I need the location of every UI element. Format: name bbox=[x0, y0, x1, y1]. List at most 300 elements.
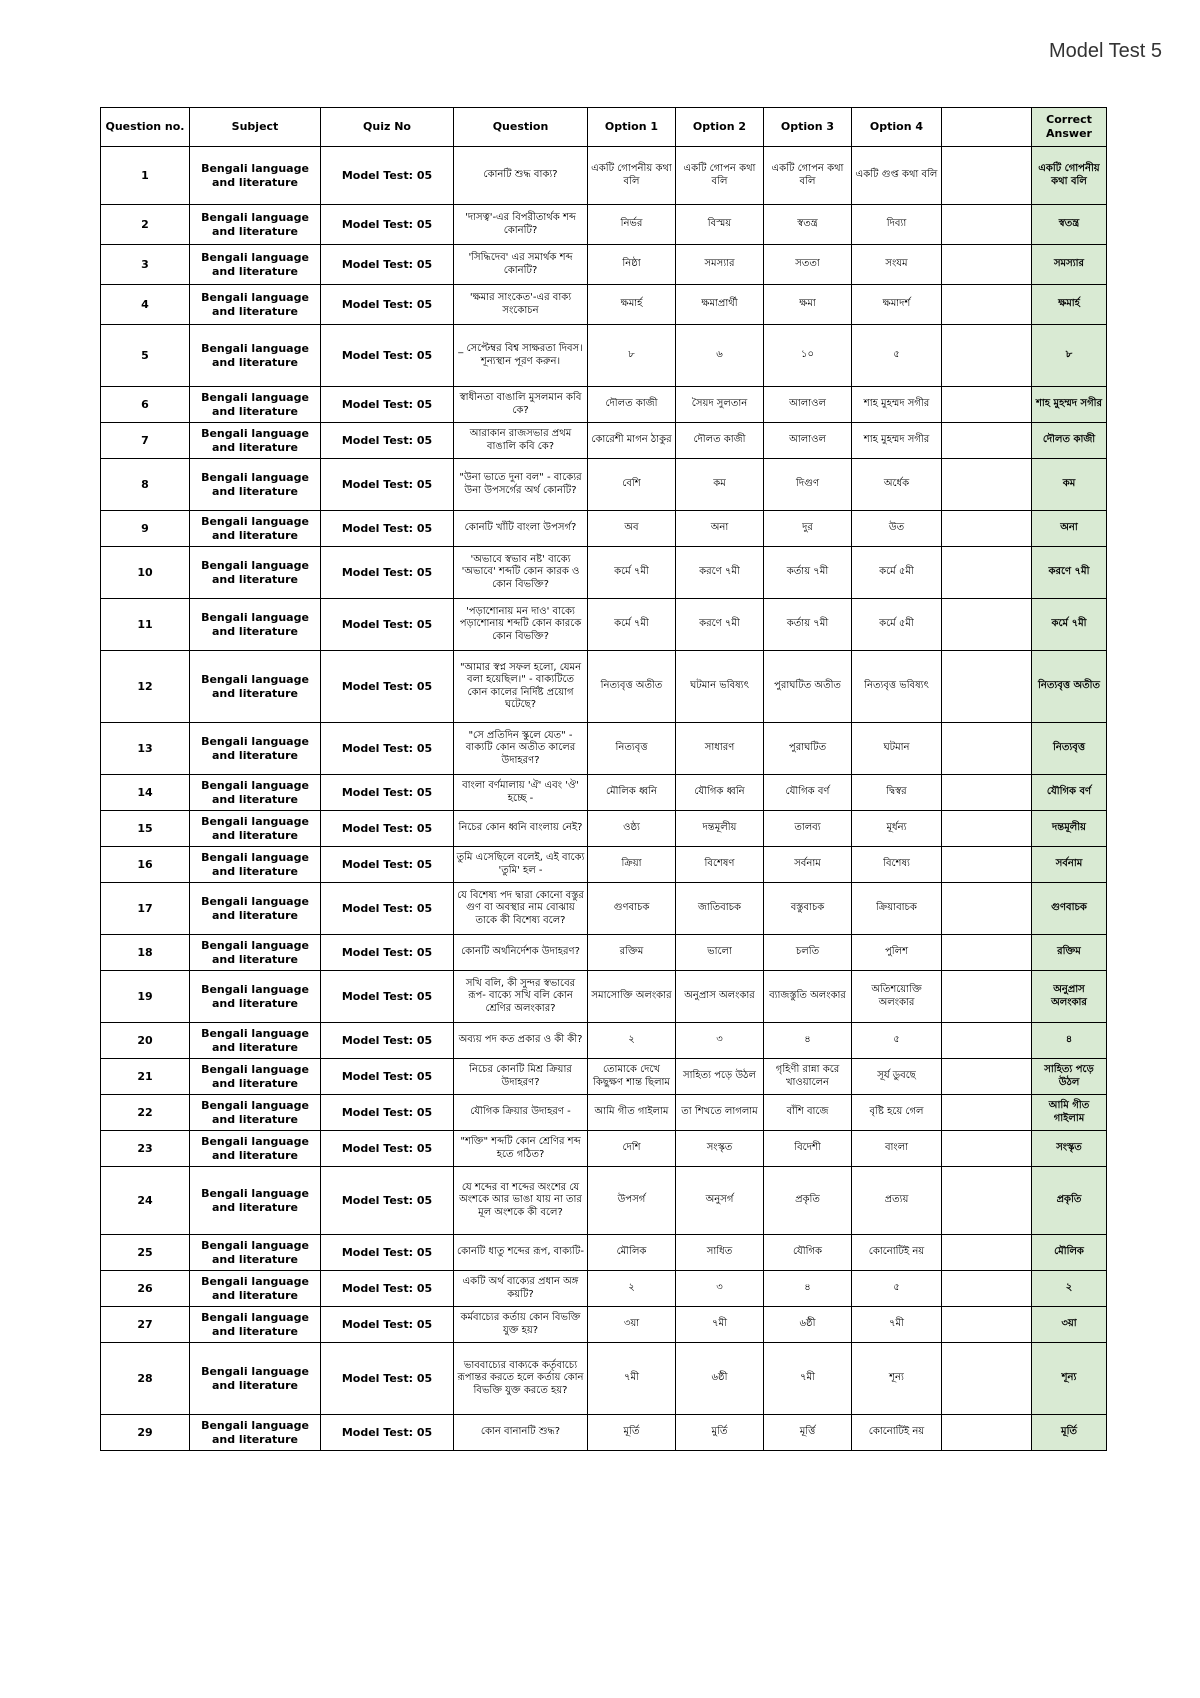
quiz-no-cell: Model Test: 05 bbox=[321, 723, 454, 775]
question-cell: একটি অর্থ বাক্যের প্রধান অঙ্গ কয়টি? bbox=[454, 1271, 588, 1307]
correct-answer-cell: ২ bbox=[1032, 1271, 1107, 1307]
option-1-cell: বেশি bbox=[588, 459, 676, 511]
option-3-cell: ৭মী bbox=[764, 1343, 852, 1415]
quiz-no-cell: Model Test: 05 bbox=[321, 511, 454, 547]
table-row bbox=[101, 547, 1107, 599]
option-1-cell: ২ bbox=[588, 1023, 676, 1059]
subject-cell: Bengali language and literature bbox=[190, 935, 321, 971]
blank-cell bbox=[942, 1059, 1032, 1095]
option-3-cell: পুরাঘটিত bbox=[764, 723, 852, 775]
blank-cell bbox=[942, 459, 1032, 511]
option-1-cell: ৩য়া bbox=[588, 1307, 676, 1343]
subject-cell: Bengali language and literature bbox=[190, 1131, 321, 1167]
option-3-cell: স্বতন্ত্র bbox=[764, 205, 852, 245]
blank-cell bbox=[942, 1271, 1032, 1307]
option-4-cell: সূর্য ডুবছে bbox=[852, 1059, 942, 1095]
question-cell: "শক্তি" শব্দটি কোন শ্রেণির শব্দ হতে গঠিত? bbox=[454, 1131, 588, 1167]
option-2-cell: করণে ৭মী bbox=[676, 547, 764, 599]
option-3-cell: মূর্ত্তি bbox=[764, 1415, 852, 1451]
subject-cell: Bengali language and literature bbox=[190, 1343, 321, 1415]
option-1-cell: নিষ্ঠা bbox=[588, 245, 676, 285]
correct-answer-cell: অনুপ্রাস অলংকার bbox=[1032, 971, 1107, 1023]
option-1-cell: অব bbox=[588, 511, 676, 547]
table-body bbox=[101, 147, 1107, 1451]
subject-cell: Bengali language and literature bbox=[190, 811, 321, 847]
question-cell: 'সিদ্ধিদেব' এর সমার্থক শব্দ কোনটি? bbox=[454, 245, 588, 285]
option-3-cell: ১০ bbox=[764, 325, 852, 387]
option-3-cell: যৌগিক bbox=[764, 1235, 852, 1271]
quiz-no-cell: Model Test: 05 bbox=[321, 459, 454, 511]
blank-cell bbox=[942, 775, 1032, 811]
option-1-cell: তোমাকে দেখে কিছুক্ষণ শান্ত ছিলাম bbox=[588, 1059, 676, 1095]
blank-cell bbox=[942, 245, 1032, 285]
option-1-cell: ক্ষমার্হ bbox=[588, 285, 676, 325]
quiz-no-cell: Model Test: 05 bbox=[321, 1415, 454, 1451]
quiz-no-cell: Model Test: 05 bbox=[321, 883, 454, 935]
quiz-no-cell: Model Test: 05 bbox=[321, 547, 454, 599]
option-1-cell: নিত্যবৃত্ত অতীত bbox=[588, 651, 676, 723]
table-row bbox=[101, 1167, 1107, 1235]
option-2-cell: একটি গোপন কথা বলি bbox=[676, 147, 764, 205]
option-1-cell: গুণবাচক bbox=[588, 883, 676, 935]
subject-cell: Bengali language and literature bbox=[190, 547, 321, 599]
option-1-cell: ওষ্ঠ্য bbox=[588, 811, 676, 847]
correct-answer-cell: গুণবাচক bbox=[1032, 883, 1107, 935]
blank-cell bbox=[942, 723, 1032, 775]
table-row bbox=[101, 651, 1107, 723]
table-row bbox=[101, 971, 1107, 1023]
option-3-cell: চলতি bbox=[764, 935, 852, 971]
blank-cell bbox=[942, 1235, 1032, 1271]
question-number-cell: 2 bbox=[101, 205, 190, 245]
question-number-cell: 3 bbox=[101, 245, 190, 285]
option-2-cell: অনা bbox=[676, 511, 764, 547]
option-4-cell: কোনোটিই নয় bbox=[852, 1415, 942, 1451]
option-2-cell: সমস্যার bbox=[676, 245, 764, 285]
option-4-cell: পুলিশ bbox=[852, 935, 942, 971]
correct-answer-cell: প্রকৃতি bbox=[1032, 1167, 1107, 1235]
option-4-cell: ৫ bbox=[852, 325, 942, 387]
blank-cell bbox=[942, 1343, 1032, 1415]
correct-answer-cell: দন্তমূলীয় bbox=[1032, 811, 1107, 847]
table-row bbox=[101, 423, 1107, 459]
blank-cell bbox=[942, 205, 1032, 245]
correct-answer-cell: আমি গীত গাইলাম bbox=[1032, 1095, 1107, 1131]
option-4-cell: নিত্যবৃত্ত ভবিষ্যৎ bbox=[852, 651, 942, 723]
blank-cell bbox=[942, 1023, 1032, 1059]
question-number-cell: 27 bbox=[101, 1307, 190, 1343]
correct-answer-cell: সর্বনাম bbox=[1032, 847, 1107, 883]
question-cell: 'ক্ষমার সাংকেত'-এর বাক্য সংকোচন bbox=[454, 285, 588, 325]
option-4-cell: বিশেষ্য bbox=[852, 847, 942, 883]
option-1-cell: একটি গোপনীয় কথা বলি bbox=[588, 147, 676, 205]
option-1-cell: মৌলিক ধ্বনি bbox=[588, 775, 676, 811]
subject-cell: Bengali language and literature bbox=[190, 423, 321, 459]
option-3-cell: আলাওল bbox=[764, 423, 852, 459]
blank-cell bbox=[942, 1095, 1032, 1131]
table-row bbox=[101, 1095, 1107, 1131]
table-header-row bbox=[101, 108, 1107, 147]
table-row bbox=[101, 1307, 1107, 1343]
quiz-no-cell: Model Test: 05 bbox=[321, 1023, 454, 1059]
option-4-cell: মূর্ধন্য bbox=[852, 811, 942, 847]
option-1-cell: উপসর্গ bbox=[588, 1167, 676, 1235]
option-2-cell: তা শিখতে লাগলাম bbox=[676, 1095, 764, 1131]
blank-cell bbox=[942, 147, 1032, 205]
question-cell: কোনটি শুদ্ধ বাক্য? bbox=[454, 147, 588, 205]
question-number-cell: 8 bbox=[101, 459, 190, 511]
table-row bbox=[101, 1343, 1107, 1415]
question-number-cell: 9 bbox=[101, 511, 190, 547]
option-2-cell: ৬ bbox=[676, 325, 764, 387]
table-row bbox=[101, 883, 1107, 935]
question-cell: বাংলা বর্ণমালায় 'ঐ' এবং 'ঔ' হচ্ছে - bbox=[454, 775, 588, 811]
option-3-cell: ৪ bbox=[764, 1023, 852, 1059]
option-4-cell: প্রত্যয় bbox=[852, 1167, 942, 1235]
table-row bbox=[101, 205, 1107, 245]
option-2-cell: ৬ষ্ঠী bbox=[676, 1343, 764, 1415]
question-number-cell: 23 bbox=[101, 1131, 190, 1167]
column-header: Quiz No bbox=[321, 108, 454, 147]
option-3-cell: কর্তায় ৭মী bbox=[764, 547, 852, 599]
option-2-cell: সাধিত bbox=[676, 1235, 764, 1271]
quiz-no-cell: Model Test: 05 bbox=[321, 205, 454, 245]
question-cell: যৌগিক ক্রিয়ার উদাহরণ - bbox=[454, 1095, 588, 1131]
option-1-cell: মৌলিক bbox=[588, 1235, 676, 1271]
subject-cell: Bengali language and literature bbox=[190, 1167, 321, 1235]
option-2-cell: সংস্কৃত bbox=[676, 1131, 764, 1167]
option-3-cell: সততা bbox=[764, 245, 852, 285]
quiz-no-cell: Model Test: 05 bbox=[321, 1307, 454, 1343]
option-3-cell: একটি গোপন কথা বলি bbox=[764, 147, 852, 205]
quiz-no-cell: Model Test: 05 bbox=[321, 651, 454, 723]
question-cell: যে শব্দের বা শব্দের অংশের যে অংশকে আর ভাঙা যায় না তার মূল অংশকে কী বলে? bbox=[454, 1167, 588, 1235]
question-cell: নিচের কোন ধ্বনি বাংলায় নেই? bbox=[454, 811, 588, 847]
option-2-cell: ৩ bbox=[676, 1271, 764, 1307]
option-2-cell: ভালো bbox=[676, 935, 764, 971]
question-cell: _ সেপ্টেম্বর বিশ্ব সাক্ষরতা দিবস। শূন্যস্থান পূরণ করুন। bbox=[454, 325, 588, 387]
option-1-cell: কোরেশী মাগন ঠাকুর bbox=[588, 423, 676, 459]
subject-cell: Bengali language and literature bbox=[190, 511, 321, 547]
blank-cell bbox=[942, 811, 1032, 847]
option-1-cell: ৭মী bbox=[588, 1343, 676, 1415]
option-1-cell: আমি গীত গাইলাম bbox=[588, 1095, 676, 1131]
table-row bbox=[101, 847, 1107, 883]
correct-answer-cell: মৌলিক bbox=[1032, 1235, 1107, 1271]
quiz-no-cell: Model Test: 05 bbox=[321, 423, 454, 459]
option-2-cell: সাধারণ bbox=[676, 723, 764, 775]
question-number-cell: 10 bbox=[101, 547, 190, 599]
quiz-no-cell: Model Test: 05 bbox=[321, 1059, 454, 1095]
quiz-no-cell: Model Test: 05 bbox=[321, 811, 454, 847]
column-header: Subject bbox=[190, 108, 321, 147]
option-2-cell: দন্তমূলীয় bbox=[676, 811, 764, 847]
table-row bbox=[101, 1415, 1107, 1451]
correct-answer-cell: যৌগিক বর্ণ bbox=[1032, 775, 1107, 811]
table-row bbox=[101, 1023, 1107, 1059]
question-number-cell: 19 bbox=[101, 971, 190, 1023]
question-number-cell: 7 bbox=[101, 423, 190, 459]
option-4-cell: শাহ মুহম্মদ সগীর bbox=[852, 387, 942, 423]
table-row bbox=[101, 511, 1107, 547]
question-number-cell: 11 bbox=[101, 599, 190, 651]
table-row bbox=[101, 811, 1107, 847]
question-number-cell: 16 bbox=[101, 847, 190, 883]
table-row bbox=[101, 1059, 1107, 1095]
option-2-cell: দৌলত কাজী bbox=[676, 423, 764, 459]
correct-answer-cell: স্বতন্ত্র bbox=[1032, 205, 1107, 245]
page-header-title: Model Test 5 bbox=[1048, 40, 1162, 62]
correct-answer-cell: সমস্যার bbox=[1032, 245, 1107, 285]
option-3-cell: যৌগিক বর্ণ bbox=[764, 775, 852, 811]
correct-answer-cell: একটি গোপনীয় কথা বলি bbox=[1032, 147, 1107, 205]
subject-cell: Bengali language and literature bbox=[190, 1271, 321, 1307]
blank-cell bbox=[942, 847, 1032, 883]
column-header: Option 2 bbox=[676, 108, 764, 147]
option-2-cell: অনুসর্গ bbox=[676, 1167, 764, 1235]
option-3-cell: বাঁশি বাজে bbox=[764, 1095, 852, 1131]
option-3-cell: তালব্য bbox=[764, 811, 852, 847]
column-header: Correct Answer bbox=[1032, 108, 1107, 147]
correct-answer-cell: রক্তিম bbox=[1032, 935, 1107, 971]
subject-cell: Bengali language and literature bbox=[190, 1059, 321, 1095]
option-4-cell: ঘটমান bbox=[852, 723, 942, 775]
option-4-cell: বাংলা bbox=[852, 1131, 942, 1167]
blank-cell bbox=[942, 387, 1032, 423]
question-number-cell: 28 bbox=[101, 1343, 190, 1415]
quiz-no-cell: Model Test: 05 bbox=[321, 971, 454, 1023]
option-1-cell: নির্ভর bbox=[588, 205, 676, 245]
table-row bbox=[101, 723, 1107, 775]
table-row bbox=[101, 775, 1107, 811]
option-4-cell: দিব্যা bbox=[852, 205, 942, 245]
question-cell: "সে প্রতিদিন স্কুলে যেত" - বাক্যটি কোন অতীত কালের উদাহরণ? bbox=[454, 723, 588, 775]
column-header-blank bbox=[942, 108, 1032, 147]
question-number-cell: 1 bbox=[101, 147, 190, 205]
correct-answer-cell: নিত্যবৃত্ত bbox=[1032, 723, 1107, 775]
correct-answer-cell: অনা bbox=[1032, 511, 1107, 547]
quiz-no-cell: Model Test: 05 bbox=[321, 285, 454, 325]
option-2-cell: সৈয়দ সুলতান bbox=[676, 387, 764, 423]
option-3-cell: ক্ষমা bbox=[764, 285, 852, 325]
option-1-cell: সমাসোক্তি অলংকার bbox=[588, 971, 676, 1023]
option-2-cell: অনুপ্রাস অলংকার bbox=[676, 971, 764, 1023]
question-number-cell: 25 bbox=[101, 1235, 190, 1271]
option-4-cell: ক্রিয়াবাচক bbox=[852, 883, 942, 935]
option-4-cell: ক্ষমাদর্শ bbox=[852, 285, 942, 325]
blank-cell bbox=[942, 1415, 1032, 1451]
question-number-cell: 18 bbox=[101, 935, 190, 971]
subject-cell: Bengali language and literature bbox=[190, 847, 321, 883]
correct-answer-cell: শূন্য bbox=[1032, 1343, 1107, 1415]
option-1-cell: ২ bbox=[588, 1271, 676, 1307]
column-header: Option 1 bbox=[588, 108, 676, 147]
table-row bbox=[101, 459, 1107, 511]
option-2-cell: যৌগিক ধ্বনি bbox=[676, 775, 764, 811]
quiz-no-cell: Model Test: 05 bbox=[321, 847, 454, 883]
blank-cell bbox=[942, 935, 1032, 971]
blank-cell bbox=[942, 511, 1032, 547]
quiz-no-cell: Model Test: 05 bbox=[321, 387, 454, 423]
option-4-cell: কর্মে ৫মী bbox=[852, 599, 942, 651]
option-2-cell: ক্ষমাপ্রার্থী bbox=[676, 285, 764, 325]
option-1-cell: ক্রিয়া bbox=[588, 847, 676, 883]
subject-cell: Bengali language and literature bbox=[190, 599, 321, 651]
question-number-cell: 4 bbox=[101, 285, 190, 325]
column-header: Question no. bbox=[101, 108, 190, 147]
option-1-cell: মূর্তি bbox=[588, 1415, 676, 1451]
correct-answer-cell: শাহ মুহম্মদ সগীর bbox=[1032, 387, 1107, 423]
column-header: Option 3 bbox=[764, 108, 852, 147]
option-3-cell: আলাওল bbox=[764, 387, 852, 423]
subject-cell: Bengali language and literature bbox=[190, 1023, 321, 1059]
option-4-cell: ৭মী bbox=[852, 1307, 942, 1343]
table-row bbox=[101, 599, 1107, 651]
option-3-cell: ৪ bbox=[764, 1271, 852, 1307]
blank-cell bbox=[942, 1167, 1032, 1235]
question-cell: ভাববাচ্যের বাক্যকে কর্তৃবাচ্যে রূপান্তর করতে হলে কর্তায় কোন বিভক্তি যুক্ত করতে হয়? bbox=[454, 1343, 588, 1415]
quiz-no-cell: Model Test: 05 bbox=[321, 147, 454, 205]
table-row bbox=[101, 285, 1107, 325]
option-3-cell: দিগুণ bbox=[764, 459, 852, 511]
blank-cell bbox=[942, 423, 1032, 459]
subject-cell: Bengali language and literature bbox=[190, 775, 321, 811]
blank-cell bbox=[942, 547, 1032, 599]
question-cell: কর্মবাচ্যের কর্তায় কোন বিভক্তি যুক্ত হয়? bbox=[454, 1307, 588, 1343]
option-4-cell: কোনোটিই নয় bbox=[852, 1235, 942, 1271]
option-3-cell: কর্তায় ৭মী bbox=[764, 599, 852, 651]
question-cell: কোনটি খাঁটি বাংলা উপসর্গ? bbox=[454, 511, 588, 547]
quiz-no-cell: Model Test: 05 bbox=[321, 1167, 454, 1235]
option-3-cell: সর্বনাম bbox=[764, 847, 852, 883]
correct-answer-cell: কম bbox=[1032, 459, 1107, 511]
option-4-cell: সংযম bbox=[852, 245, 942, 285]
quiz-no-cell: Model Test: 05 bbox=[321, 775, 454, 811]
blank-cell bbox=[942, 971, 1032, 1023]
quiz-no-cell: Model Test: 05 bbox=[321, 1095, 454, 1131]
correct-answer-cell: দৌলত কাজী bbox=[1032, 423, 1107, 459]
table-row bbox=[101, 387, 1107, 423]
option-2-cell: সাহিত্য পড়ে উঠল bbox=[676, 1059, 764, 1095]
option-2-cell: ৩ bbox=[676, 1023, 764, 1059]
option-4-cell: একটি গুপ্ত কথা বলি bbox=[852, 147, 942, 205]
question-number-cell: 6 bbox=[101, 387, 190, 423]
option-1-cell: কর্মে ৭মী bbox=[588, 599, 676, 651]
question-cell: নিচের কোনটি মিশ্র ক্রিয়ার উদাহরণ? bbox=[454, 1059, 588, 1095]
option-3-cell: প্রকৃতি bbox=[764, 1167, 852, 1235]
question-cell: "আমার স্বপ্ন সফল হলো, যেমন বলা হয়েছিল।" - বাক্যটিতে কোন কালের নির্দিষ্ট প্রয়োগ ঘটেছে? bbox=[454, 651, 588, 723]
subject-cell: Bengali language and literature bbox=[190, 245, 321, 285]
blank-cell bbox=[942, 883, 1032, 935]
subject-cell: Bengali language and literature bbox=[190, 387, 321, 423]
option-4-cell: অতিশয়োক্তি অলংকার bbox=[852, 971, 942, 1023]
question-number-cell: 13 bbox=[101, 723, 190, 775]
option-4-cell: ৫ bbox=[852, 1023, 942, 1059]
subject-cell: Bengali language and literature bbox=[190, 1415, 321, 1451]
option-2-cell: করণে ৭মী bbox=[676, 599, 764, 651]
subject-cell: Bengali language and literature bbox=[190, 1095, 321, 1131]
correct-answer-cell: সাহিত্য পড়ে উঠল bbox=[1032, 1059, 1107, 1095]
question-number-cell: 22 bbox=[101, 1095, 190, 1131]
table-row bbox=[101, 935, 1107, 971]
option-2-cell: জাতিবাচক bbox=[676, 883, 764, 935]
subject-cell: Bengali language and literature bbox=[190, 1235, 321, 1271]
question-number-cell: 12 bbox=[101, 651, 190, 723]
question-cell: অব্যয় পদ কত প্রকার ও কী কী? bbox=[454, 1023, 588, 1059]
option-2-cell: ৭মী bbox=[676, 1307, 764, 1343]
option-2-cell: বিশেষণ bbox=[676, 847, 764, 883]
quiz-no-cell: Model Test: 05 bbox=[321, 599, 454, 651]
subject-cell: Bengali language and literature bbox=[190, 651, 321, 723]
quiz-table bbox=[100, 107, 1107, 1451]
option-4-cell: শূন্য bbox=[852, 1343, 942, 1415]
option-2-cell: কম bbox=[676, 459, 764, 511]
option-2-cell: বিস্ময় bbox=[676, 205, 764, 245]
column-header: Option 4 bbox=[852, 108, 942, 147]
question-number-cell: 20 bbox=[101, 1023, 190, 1059]
question-number-cell: 14 bbox=[101, 775, 190, 811]
option-4-cell: দ্বিস্বর bbox=[852, 775, 942, 811]
blank-cell bbox=[942, 599, 1032, 651]
quiz-no-cell: Model Test: 05 bbox=[321, 1343, 454, 1415]
option-3-cell: ব্যাজস্তুতি অলংকার bbox=[764, 971, 852, 1023]
quiz-no-cell: Model Test: 05 bbox=[321, 1271, 454, 1307]
question-number-cell: 15 bbox=[101, 811, 190, 847]
column-header: Question bbox=[454, 108, 588, 147]
option-1-cell: দৌলত কাজী bbox=[588, 387, 676, 423]
correct-answer-cell: ক্ষমার্হ bbox=[1032, 285, 1107, 325]
option-4-cell: বৃষ্টি হয়ে গেল bbox=[852, 1095, 942, 1131]
question-number-cell: 29 bbox=[101, 1415, 190, 1451]
question-cell: 'দাসত্ব'-এর বিপরীতার্থক শব্দ কোনটি? bbox=[454, 205, 588, 245]
option-3-cell: ৬ষ্ঠী bbox=[764, 1307, 852, 1343]
option-1-cell: ৮ bbox=[588, 325, 676, 387]
option-3-cell: বস্তুবাচক bbox=[764, 883, 852, 935]
correct-answer-cell: সংস্কৃত bbox=[1032, 1131, 1107, 1167]
question-number-cell: 17 bbox=[101, 883, 190, 935]
question-number-cell: 24 bbox=[101, 1167, 190, 1235]
quiz-no-cell: Model Test: 05 bbox=[321, 325, 454, 387]
quiz-no-cell: Model Test: 05 bbox=[321, 245, 454, 285]
question-number-cell: 5 bbox=[101, 325, 190, 387]
blank-cell bbox=[942, 325, 1032, 387]
option-1-cell: নিত্যবৃত্ত bbox=[588, 723, 676, 775]
option-4-cell: ৫ bbox=[852, 1271, 942, 1307]
table-row bbox=[101, 245, 1107, 285]
table-row bbox=[101, 1131, 1107, 1167]
correct-answer-cell: ৮ bbox=[1032, 325, 1107, 387]
correct-answer-cell: ৪ bbox=[1032, 1023, 1107, 1059]
option-1-cell: রক্তিম bbox=[588, 935, 676, 971]
quiz-no-cell: Model Test: 05 bbox=[321, 935, 454, 971]
question-cell: সখি বলি, কী সুন্দর স্বভাবের রূপ- বাক্যে সখি বলি কোন শ্রেণির অলংকার? bbox=[454, 971, 588, 1023]
option-4-cell: উত bbox=[852, 511, 942, 547]
question-cell: 'পড়াশোনায় মন দাও' বাক্যে পড়াশোনায় শব্দটি কোন কারকে কোন বিভক্তি? bbox=[454, 599, 588, 651]
correct-answer-cell: নিত্যবৃত্ত অতীত bbox=[1032, 651, 1107, 723]
option-3-cell: পুরাঘটিত অতীত bbox=[764, 651, 852, 723]
question-cell: স্বাধীনতা বাঙালি মুসলমান কবি কে? bbox=[454, 387, 588, 423]
option-4-cell: শাহ মুহম্মদ সগীর bbox=[852, 423, 942, 459]
blank-cell bbox=[942, 285, 1032, 325]
quiz-no-cell: Model Test: 05 bbox=[321, 1131, 454, 1167]
option-1-cell: দেশি bbox=[588, 1131, 676, 1167]
table-row bbox=[101, 1271, 1107, 1307]
question-cell: কোন বানানটি শুদ্ধ? bbox=[454, 1415, 588, 1451]
option-4-cell: কর্মে ৫মী bbox=[852, 547, 942, 599]
blank-cell bbox=[942, 651, 1032, 723]
blank-cell bbox=[942, 1131, 1032, 1167]
option-3-cell: দুর bbox=[764, 511, 852, 547]
